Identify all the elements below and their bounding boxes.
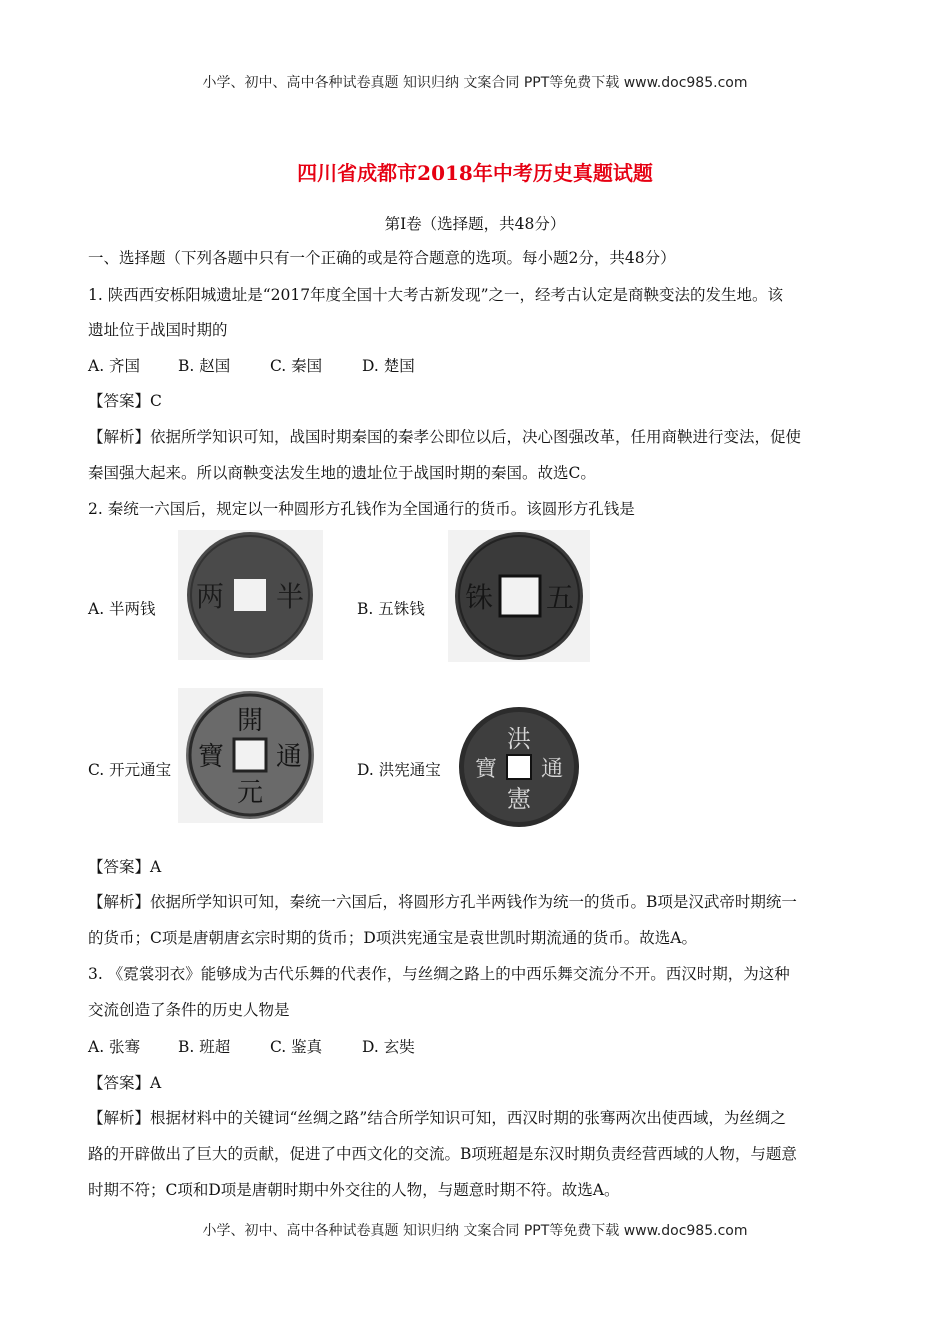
q1-option-a: A. 齐国 — [88, 357, 141, 375]
q1-analysis-line1: 【解析】依据所学知识可知，战国时期秦国的秦孝公即位以后，决心图强改革，任用商鞅进行变法，促使 — [88, 428, 802, 446]
q2-analysis-line2: 的货币；C项是唐朝唐玄宗时期的货币；D项洪宪通宝是袁世凯时期流通的货币。故选A。 — [88, 929, 697, 947]
coin-d-char-bottom: 憲 — [507, 785, 531, 813]
coin-c-char-right: 通 — [275, 742, 303, 772]
q3-analysis-line3: 时期不符；C项和D项是唐朝时期中外交往的人物，与题意时期不符。故选A。 — [88, 1181, 620, 1199]
q2-option-d: D. 洪宪通宝 — [357, 761, 441, 779]
coin-wuzhu-image — [448, 530, 590, 662]
q2-answer: 【答案】A — [88, 858, 162, 876]
coin-d-char-left: 寶 — [474, 757, 498, 782]
coin-c-char-left: 寶 — [197, 742, 225, 772]
q3-answer: 【答案】A — [88, 1074, 162, 1092]
coin-a-char-left: 两 — [195, 580, 225, 613]
q3-option-c: C. 鉴真 — [270, 1038, 323, 1056]
q3-option-a: A. 张骞 — [88, 1038, 141, 1056]
q1-analysis-line2: 秦国强大起来。所以商鞅变法发生地的遗址位于战国时期的秦国。故选C。 — [88, 464, 596, 482]
q1-stem-line2: 遗址位于战国时期的 — [88, 321, 228, 339]
q2-option-a: A. 半两钱 — [88, 600, 156, 618]
q1-option-c: C. 秦国 — [270, 357, 323, 375]
page-title: 四川省成都市2018年中考历史真题试题 — [297, 161, 653, 185]
coin-hongxian-image — [448, 705, 590, 828]
q3-stem-line2: 交流创造了条件的历史人物是 — [88, 1001, 290, 1019]
coin-banliang-image — [178, 530, 323, 660]
coin-d-char-right: 通 — [540, 757, 564, 782]
coin-b-char-right: 五 — [545, 581, 575, 614]
q3-option-b: B. 班超 — [178, 1038, 231, 1056]
q2-option-c: C. 开元通宝 — [88, 761, 172, 779]
coin-d-char-top: 洪 — [507, 725, 531, 753]
q1-option-b: B. 赵国 — [178, 357, 231, 375]
q2-option-b: B. 五铢钱 — [357, 600, 425, 618]
coin-c-char-bottom: 元 — [236, 778, 264, 808]
page-header: 小学、初中、高中各种试卷真题 知识归纳 文案合同 PPT等免费下载 www.doc985.com — [202, 75, 748, 91]
page-footer: 小学、初中、高中各种试卷真题 知识归纳 文案合同 PPT等免费下载 www.doc985.com — [202, 1223, 748, 1239]
coin-c-char-top: 開 — [236, 706, 264, 736]
coin-b-char-left: 铢 — [464, 581, 494, 614]
q1-stem-line1: 1. 陕西西安栎阳城遗址是“2017年度全国十大考古新发现”之一，经考古认定是商鞅变法的发生地。该 — [88, 286, 784, 304]
q2-analysis-line1: 【解析】依据所学知识可知，秦统一六国后，将圆形方孔半两钱作为统一的货币。B项是汉武帝时期统一 — [88, 893, 797, 911]
q1-answer: 【答案】C — [88, 392, 162, 410]
coin-a-char-right: 半 — [275, 580, 305, 613]
section-title: 第I卷（选择题，共48分） — [384, 215, 566, 233]
q1-option-d: D. 楚国 — [362, 357, 415, 375]
q2-stem-line1: 2. 秦统一六国后，规定以一种圆形方孔钱作为全国通行的货币。该圆形方孔钱是 — [88, 500, 635, 518]
q3-analysis-line2: 路的开辟做出了巨大的贡献，促进了中西文化的交流。B项班超是东汉时期负责经营西域的人物，与题意 — [88, 1145, 797, 1163]
q3-stem-line1: 3. 《霓裳羽衣》能够成为古代乐舞的代表作，与丝绸之路上的中西乐舞交流分不开。西汉时期，为这种 — [88, 965, 790, 983]
q3-analysis-line1: 【解析】根据材料中的关键词“丝绸之路”结合所学知识可知，西汉时期的张骞两次出使西域，为丝绸之 — [88, 1109, 786, 1127]
coin-kaiyuan-image — [178, 688, 323, 823]
part-title: 一、选择题（下列各题中只有一个正确的或是符合题意的选项。每小题2分，共48分） — [88, 249, 676, 267]
q3-option-d: D. 玄奘 — [362, 1038, 415, 1056]
